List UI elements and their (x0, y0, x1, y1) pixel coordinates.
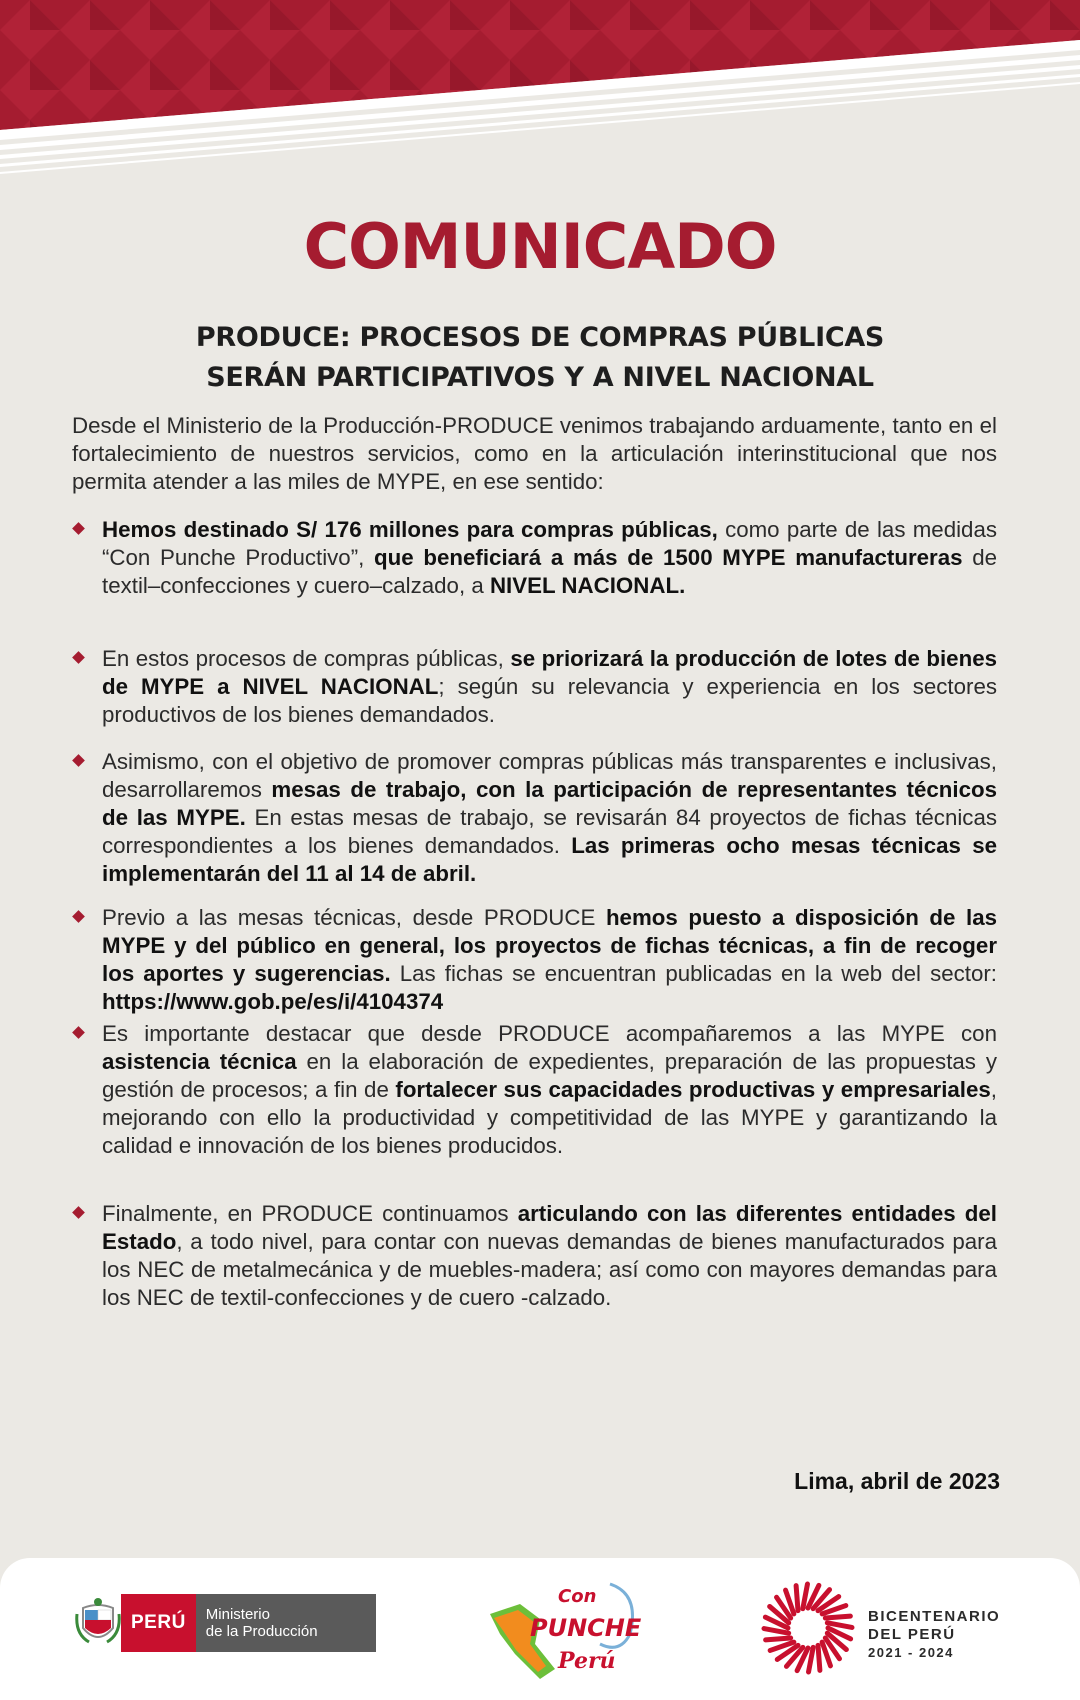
bullet-item-3 (72, 748, 997, 888)
bullet-text (102, 645, 997, 729)
bullet-text (102, 748, 997, 888)
intro-paragraph: Desde el Ministerio de la Producción-PRODUCE venimos trabajando arduamente, tanto en el fortalecimiento de nuestros servicios, como en la articulación interinstitucional que nos permita atender a las miles de MYPE, en ese sentido: (72, 413, 997, 494)
bold-text-run: hemos puesto a disposición de las MYPE y del público en general, los proyectos de fichas técnicas, a fin de recoger los aportes y sugerencias. (102, 905, 997, 986)
punche-con-text: Con (558, 1586, 597, 1607)
bullet-item-1 (72, 516, 997, 600)
bold-text-run: mesas de trabajo, con la participación de representantes técnicos de las MYPE. (102, 777, 997, 830)
text-run: , mejorando con ello la productividad y competitividad de las MYPE y garantizando la calidad e innovación de los bienes producidos. (102, 1077, 997, 1158)
bullet-diamond-icon (72, 522, 85, 535)
coat-of-arms-icon (75, 1594, 121, 1652)
bicentenario-sun-icon (760, 1580, 856, 1676)
bold-text-run: https://www.gob.pe/es/i/4104374 (102, 989, 444, 1014)
bullet-diamond-icon (72, 1206, 85, 1219)
signoff-date: Lima, abril de 2023 (794, 1468, 1000, 1494)
bold-text-run: se priorizará la producción de lotes de bienes de MYPE a NIVEL NACIONAL (102, 646, 997, 699)
text-run: Previo a las mesas técnicas, desde PRODUCE (102, 905, 606, 930)
header-banner (0, 0, 1080, 200)
ministry-line-1: Ministerio (205, 1606, 270, 1623)
subtitle-line-1: PRODUCE: PROCESOS DE COMPRAS PÚBLICAS (195, 322, 885, 353)
text-run: como parte de las medidas “Con Punche Productivo”, (102, 517, 997, 570)
bullet-text (102, 1020, 997, 1160)
punche-peru-text: Perú (558, 1648, 616, 1674)
text-run: en la elaboración de expedientes, preparación de las propuestas y gestión de procesos; a fin de (102, 1049, 997, 1102)
bullet-item-2 (72, 645, 997, 729)
text-run: En estos procesos de compras públicas, (102, 646, 511, 671)
bold-text-run: Las primeras ocho mesas técnicas se implementarán del 11 al 14 de abril. (102, 833, 998, 886)
text-run: Finalmente, en PRODUCE continuamos (102, 1201, 518, 1226)
footer (0, 1558, 1080, 1700)
bicentenario-line-1: BICENTENARIO (868, 1608, 1001, 1625)
bold-text-run: fortalecer sus capacidades productivas y empresariales (395, 1077, 991, 1102)
bullet-item-4 (72, 904, 997, 1016)
bullet-item-5 (72, 1020, 997, 1160)
bicentenario-years: 2021 - 2024 (868, 1645, 954, 1660)
bold-text-run: articulando con las diferentes entidades del Estado (102, 1201, 997, 1254)
bullet-text (102, 516, 997, 600)
text-run: En estas mesas de trabajo, se revisarán 84 proyectos de fichas técnicas correspondientes a los bienes demandados. (102, 805, 997, 858)
punche-word-text: PUNCHE (530, 1614, 642, 1642)
bullet-diamond-icon (72, 910, 85, 923)
bullet-text (102, 1200, 997, 1312)
bold-text-run: que beneficiará a más de 1500 MYPE manufactureras (374, 545, 963, 570)
text-run: de textil–confecciones y cuero–calzado, a (102, 545, 998, 598)
bullet-diamond-icon (72, 1026, 85, 1039)
bullet-diamond-icon (72, 651, 85, 664)
bold-text-run: Hemos destinado S/ 176 millones para compras públicas, (102, 517, 718, 542)
text-run: , a todo nivel, para contar con nuevas demandas de bienes manufacturados para los NEC de metalmecánica y de muebles-madera; así como con mayores demandas para los NEC de textil-confecciones y de cuero -calzado. (102, 1229, 997, 1310)
page-subtitle (120, 318, 960, 398)
bicentenario-line-2: DEL PERÚ (868, 1626, 956, 1643)
bold-text-run: NIVEL NACIONAL. (489, 573, 686, 598)
bicentenario-logo (760, 1578, 1040, 1678)
ministerio-produccion-logo (75, 1594, 376, 1652)
bullet-text (102, 904, 997, 1016)
bicentenario-text (868, 1608, 1000, 1662)
bullet-diamond-icon (72, 754, 85, 767)
text-run: Asimismo, con el objetivo de promover compras públicas más transparentes e inclusivas, desarrollaremos (102, 749, 997, 802)
text-run: ; según su relevancia y experiencia en los sectores productivos de los bienes demandados. (102, 674, 997, 727)
ministry-line-2: de la Producción (205, 1623, 318, 1640)
text-run: Es importante destacar que desde PRODUCE acompañaremos a las MYPE con (102, 1021, 997, 1046)
text-run: Las fichas se encuentran publicadas en la web del sector: (390, 961, 997, 986)
bold-text-run: asistencia técnica (102, 1049, 297, 1074)
bullet-item-6 (72, 1200, 997, 1312)
peru-label: PERÚ (121, 1594, 196, 1652)
page-title: COMUNICADO (303, 210, 777, 283)
con-punche-peru-logo (480, 1574, 650, 1684)
ministry-name (196, 1594, 376, 1652)
subtitle-line-2: SERÁN PARTICIPATIVOS Y A NIVEL NACIONAL (206, 362, 874, 393)
